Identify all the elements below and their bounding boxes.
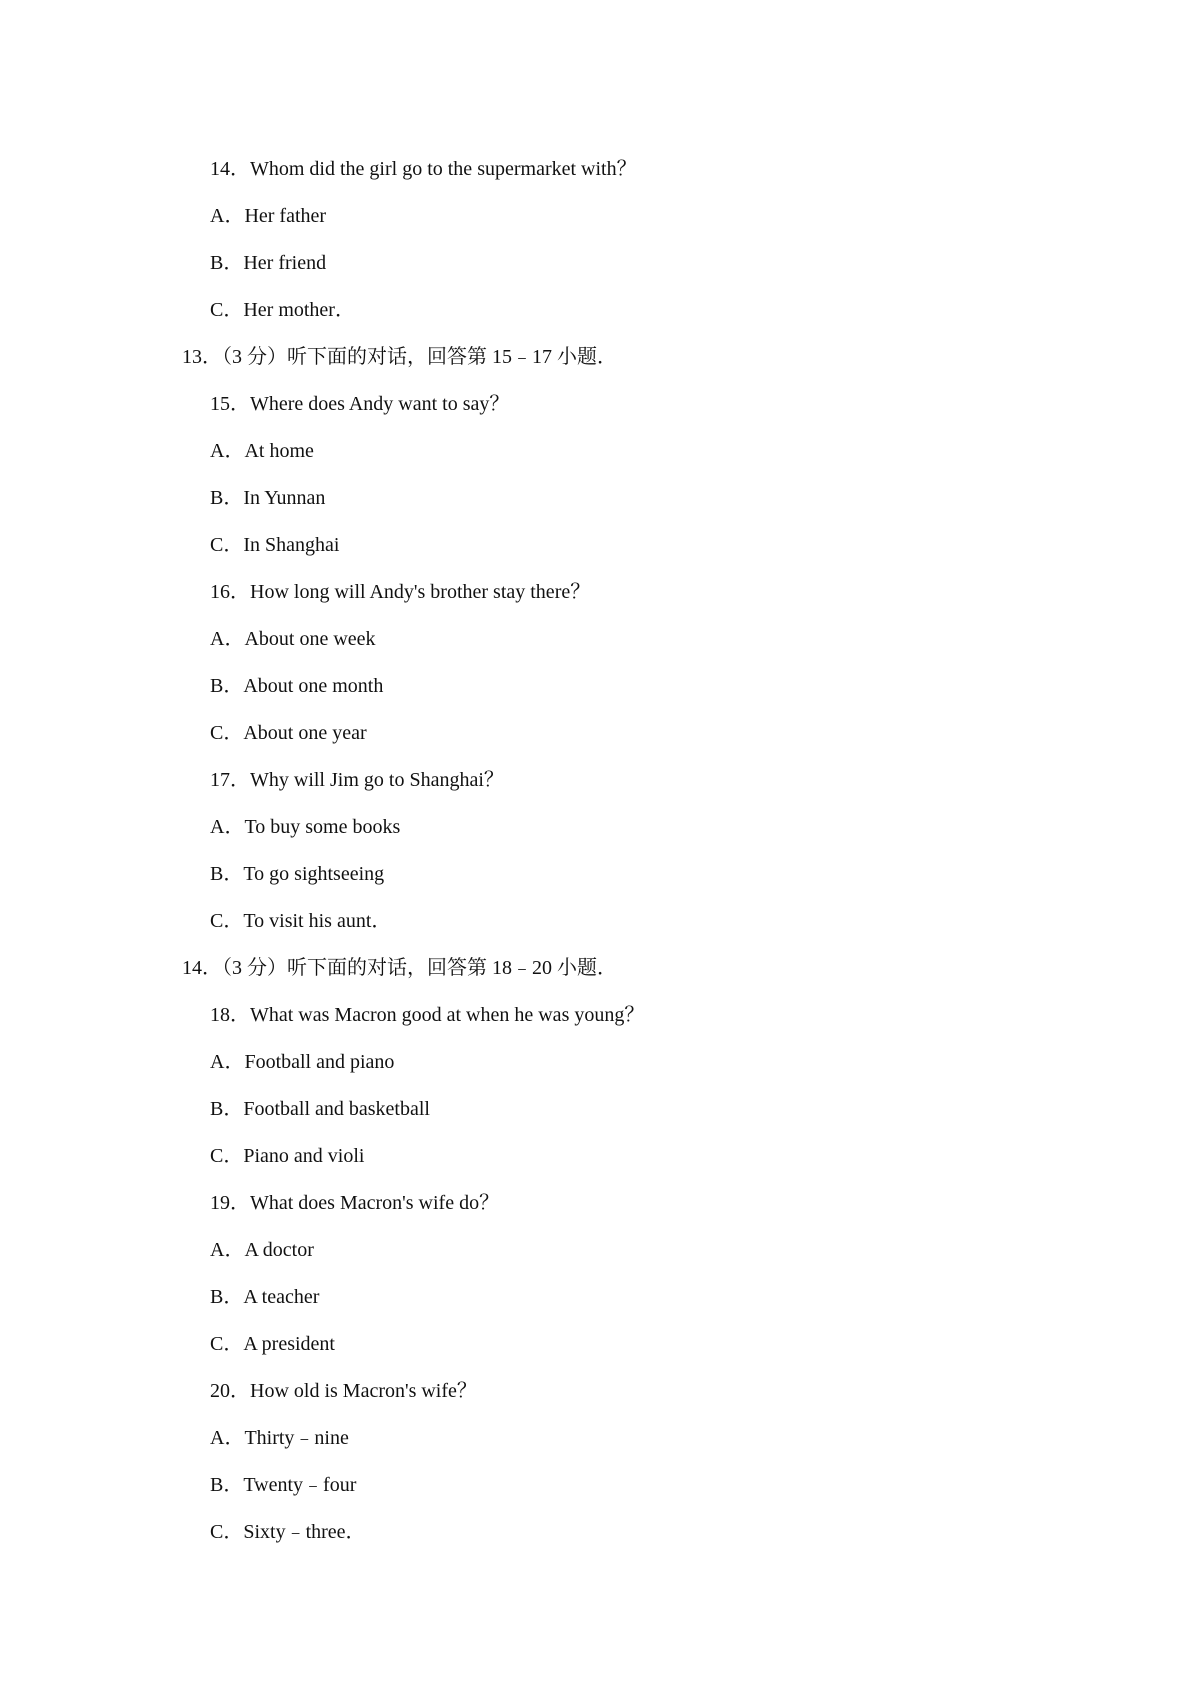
- question-17-text: 17．Why will Jim go to Shanghai？: [210, 769, 504, 791]
- question-18-text: 18．What was Macron good at when he was young？: [210, 1004, 645, 1026]
- option-15-c: C．In Shanghai: [210, 534, 340, 556]
- option-14-b: B．Her friend: [210, 252, 327, 274]
- option-17-b: B．To go sightseeing: [210, 863, 385, 885]
- section-14-heading: 14．（3 分）听下面的对话，回答第 18﹣20 小题．: [182, 957, 617, 979]
- option-15-a: A．At home: [210, 440, 314, 462]
- option-20-a: A．Thirty﹣nine: [210, 1427, 349, 1449]
- option-20-b: B．Twenty﹣four: [210, 1474, 357, 1496]
- question-20-text: 20．How old is Macron's wife？: [210, 1380, 477, 1402]
- option-16-a: A．About one week: [210, 628, 376, 650]
- question-19-text: 19．What does Macron's wife do？: [210, 1192, 500, 1214]
- option-17-c: C．To visit his aunt．: [210, 910, 392, 932]
- section-13-heading: 13．（3 分）听下面的对话，回答第 15﹣17 小题．: [182, 346, 617, 368]
- question-14-text: 14．Whom did the girl go to the supermarket with？: [210, 158, 637, 180]
- option-18-b: B．Football and basketball: [210, 1098, 430, 1120]
- question-15-text: 15．Where does Andy want to say？: [210, 393, 510, 415]
- option-15-b: B．In Yunnan: [210, 487, 326, 509]
- option-18-c: C．Piano and violi: [210, 1145, 365, 1167]
- option-18-a: A．Football and piano: [210, 1051, 395, 1073]
- option-19-c: C．A president: [210, 1333, 335, 1355]
- option-19-b: B．A teacher: [210, 1286, 320, 1308]
- option-16-b: B．About one month: [210, 675, 384, 697]
- option-14-c: C．Her mother．: [210, 299, 355, 321]
- option-19-a: A．A doctor: [210, 1239, 314, 1261]
- question-16-text: 16．How long will Andy's brother stay there？: [210, 581, 591, 603]
- option-16-c: C．About one year: [210, 722, 367, 744]
- option-14-a: A．Her father: [210, 205, 327, 227]
- option-20-c: C．Sixty﹣three．: [210, 1521, 366, 1543]
- option-17-a: A．To buy some books: [210, 816, 401, 838]
